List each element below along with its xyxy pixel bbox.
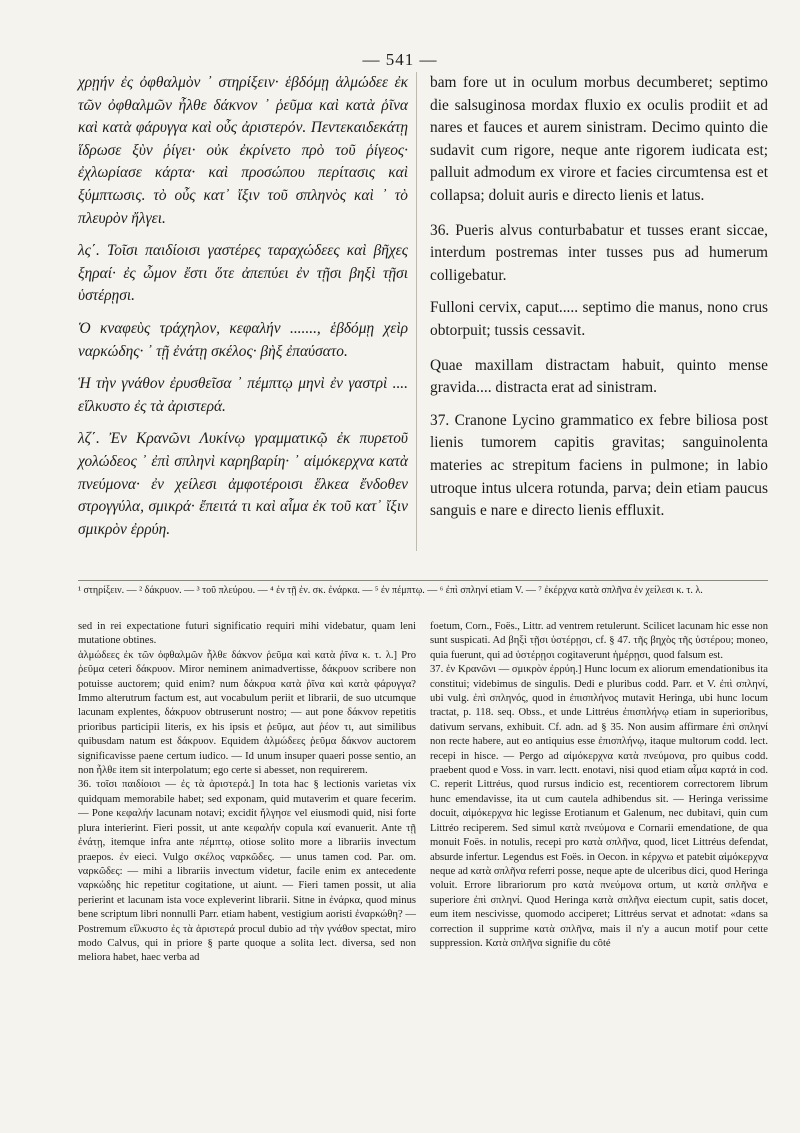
page-number: — 541 — <box>362 50 438 69</box>
greek-paragraph: Ὁ κναφεὺς τράχηλον, κεφαλήν ......., ἑβδόμῃ χεὶρ ναρκώδης· ᾿ τῇ ἐνάτῃ σκέλος· βὴξ ἐπαύσατο. <box>78 319 408 360</box>
latin-paragraph: bam fore ut in oculum morbus decumberet; septimo die salsuginosa mordax fluxio ex oculis prodiit et ad nares et fauces et aurem sinistram. Decimo quinto die sudavit cum rigore, neque ante rigorem iudicata est; palluit admodum ex virore et facies circumtensa est et collapsa; doluit auris e directo lienis et latus. <box>430 74 768 204</box>
commentary-right-column <box>430 620 768 966</box>
greek-paragraph: λζ΄. Ἐν Κρανῶνι Λυκίνῳ γραμματικῷ ἐκ πυρετοῦ χολώδεος ᾿ ἐπὶ σπληνὶ καρηβαρίη· ᾿ αἱμόκερχνα κατὰ πνεύμονα· ἐν χείλεσι ἀμφοτέροισι ἕλκεα ἔνδοθεν στρογγύλα, σμικρά· ἔπειτά τι καὶ αἷμα ἐκ τοῦ κατ᾿ ἴξιν σμικρὸν ἐρρύη. <box>78 430 408 538</box>
latin-column <box>430 72 768 551</box>
latin-paragraph: 37. Cranone Lycino grammatico ex febre biliosa post lienis tumorem capitis gravitas; sanguinolenta materies ac strepitum faciens in pulmone; in labio utroque intus ulcera rotunda, parva; dein etiam paucus sanguis e nare e directo lienis effluxit. <box>430 411 768 520</box>
commentary-left-column <box>78 620 416 966</box>
note-paragraph: sed in rei expectatione futuri significatio requiri mihi videbatur, quam leni mutatione obtines. <box>78 621 416 647</box>
greek-paragraph: Ἡ τὴν γνάθον ἐρυσθεῖσα ᾿ πέμπτῳ μηνὶ ἐν γαστρὶ .... εἵλκυστο ἐς τὰ ἀριστερά. <box>78 375 408 415</box>
latin-paragraph: Fulloni cervix, caput..... septimo die manus, nono crus obtorpuit; tussis cessavit. <box>430 299 768 339</box>
greek-column <box>78 72 417 551</box>
latin-paragraph: 36. Pueris alvus conturbabatur et tusses erant siccae, interdum postremas inter tusses pus ad humerum colligebatur. <box>430 221 768 284</box>
note-paragraph: foetum, Corn., Foës., Littr. ad ventrem retulerunt. Scilicet lacunam hic esse non sunt suspicati. Ad βηξὶ τῇσι ὑστέρῃσι, cf. § 47. τῆς βηχὸς τῆς ὑστέρου; moneo, quia fuerunt, qui ad ὑστέρῃσι cogitaverunt ἡμέρῃσι, quod falsum est. <box>430 621 768 661</box>
latin-paragraph: Quae maxillam distractam habuit, quinto mense gravida.... distracta erat ad sinistram. <box>430 356 768 397</box>
footnotes: ¹ στηρίξειν. — ² δάκρυον. — ³ τοῦ πλεύρου. — ⁴ ἐν τῇ ἐν. σκ. ἐνάρκα. — ⁵ ἐν πέμπτῳ. — ⁶ ἐπὶ σπληνί etiam V. — ⁷ ἐκέρχνα κατὰ σπλῆνα ἐν χείλεσι κ. τ. λ. <box>78 585 703 596</box>
greek-paragraph: χρῃήν ἐς ὀφθαλμὸν ᾿ στηρίξειν· ἑβδόμῃ ἁλμώδεε ἐκ τῶν ὀφθαλμῶν ἦλθε δάκνον ᾿ ῥεῦμα καὶ κατὰ ῥῖνα καὶ κατὰ φάρυγγα καὶ οὖς ἀριστερόν. Πεντεκαιδεκάτῃ ἵδρωσε ξὺν ῥίγει· οὐκ ἐκρίνετο πρὸ τοῦ ῥίγεος· ἐχλωρίασε κάρτα· καὶ προσώπου περίτασις καὶ ξύμπτωσις. τὸ οὖς κατ᾿ ἴξιν τοῦ σπληνὸς καὶ ᾿ τὸ πλευρὸν ἤλγει. <box>78 74 408 227</box>
note-paragraph: 36. τοῖσι παιδίοισι — ἐς τὰ ἀριστερά.] In tota hac § lectionis varietas vix quidquam memorabile habet; sed exponam, quid mutaverim et quare fecerim. — Pone κεφαλήν lacunam notavi; excidit ἤλγησε vel eiusmodi quid, nisi forte plura interierint. Fieri possit, ut ante κεφαλήν copula καί evanuerit. Ante τῇ ἐνάτῃ, itemque infra ante πέμπτῳ, otiose solito more a librariis invectum praepos. ἐν eieci. Vulgo σκέλος ναρκῶδες. — unus tamen cod. Par. om. ναρκῶδες: — mihi a librariis invectum videtur, facile enim ex antecedente ναρκώδης hic repetitur cogitatione, ut aiunt. — Fieri tamen possit, ut alia perierint et lacunam ista voce expleverint librarii. Sitne in ἐνάρκα, quod minus bene scriptum libri nonnulli Parr. etiam habent, vestigium aoristi ἐναρκώθη? — Postremum εἵλκυστο ἐς τὰ ἀριστερά procul dubio ad τὴν γνάθον spectat, miro modo Calvus, qui in priore § parte quoque a solita lect. diversa, sed non meliora habet, haec verba ad <box>78 779 416 964</box>
commentary <box>78 620 768 966</box>
footnote-divider <box>78 580 768 581</box>
note-paragraph: 37. ἐν Κρανῶνι — σμικρὸν ἐρρύη.] Hunc locum ex aliorum emendationibus ita constitui; videbimus de singulis. Dedi e pluribus codd. Parr. et V. ἐπὶ σπληνί, ubi vulg. ἐπὶ σπληνός, quod in ἐπισπλήνος mutavit Heringa, ubi hunc locum tractat, p. 118. seq. Obss., et unde Littréus ἐπισπλήνῳ etiam in superioribus, dativum servans, exhibuit. Cf. adn. ad § 35. Non ausim affirmare ἐπὶ σπληνί non recte habere, aut eo antiquius esse ἐπισπλήνῳ, itaque multorum codd. lect. recepi in hisce. — Pergo ad αἱμόκερχνα κατὰ πνεύμονα, pro quibus codd. praebent quod e Voss. in varr. lectt. enotavi, nisi quod etiam αἷμα καρτά in cod. C. reperit Littréus, quod rursus indicio est, recentiorem correctorem librum hunc emendavisse, ita ut cum cautela adhibendus sit. — Heringa verissime docuit, αἱμόκερχνα hic legisse Erotianum et Galenum, nec dubitavi, quin cum Littréo reciperem. Sed simul κατὰ πνεύμονα e Cornarii emendatione, de qua monuit Foës. in notulis, recepi pro κατὰ σπλῆνα, quod, licet Littréus defendat, absurde infertur. Legendus est Foës. in Oecon. in κέρχνω et patebit αἱμόκερχνα neque ad κατὰ σπλῆνα referri posse, neque apte de ulceribus dici, quod Heringa voluit. Errore librariorum pro κατὰ πνεύμονα ortum, ut κατὰ σπλῆνα e superiore ἐπὶ σπληνί. Quod Heringa κατὰ σπλῆνα eiectum cupit, satis docet, eum item nescivisse, quomodo acciperet; Littréus servat et adnotat: «dans sa correction il supprime κατὰ σπλῆνα, mais il n'y a aucun motif pour cette suppression. Κατὰ σπλῆνα signifie du côté <box>430 664 769 949</box>
greek-paragraph: λς΄. Τοῖσι παιδίοισι γαστέρες ταραχώδεες καὶ βῆχες ξηραί· ἐς ὦμον ἔστι ὅτε ἀπεπύει ἐν τῇσι βηξὶ τῇσι ὑστέρῃσι. <box>78 242 408 305</box>
main-text <box>78 72 768 551</box>
note-paragraph: ἁλμώδεες ἐκ τῶν ὀφθαλμῶν ἦλθε δάκνον ῥεῦμα καὶ κατὰ ῥῖνα κ. τ. λ.] Pro ῥεῦμα ceteri δάκρυον. Miror neminem animadvertisse, δάκρυον scribere non potuisse auctorem; quid enim? num δάκρυα κατὰ ῥῖνα καὶ κατὰ φάρυγγα? Immo alterutrum factum est, aut vocabulum periit et librarii, de suo utcumque lacunam explentes, δάκρυον obtruserunt nostro; — aut pone δάκνον repetitis prioribus participii literis, ex his ipsis et ῥεῦμα, aut ῥέον τι, aut similibus quibusdam natum est δάκρυον. Equidem ἁλμώδεες ῥεῦμα δάκνον auctorem significavisse paene certum iudico. — Id unum insuper quaeri posse sentio, an non ἦλθε item sit interpolatum; ego certe si abesset, non requirerem. <box>78 649 416 777</box>
